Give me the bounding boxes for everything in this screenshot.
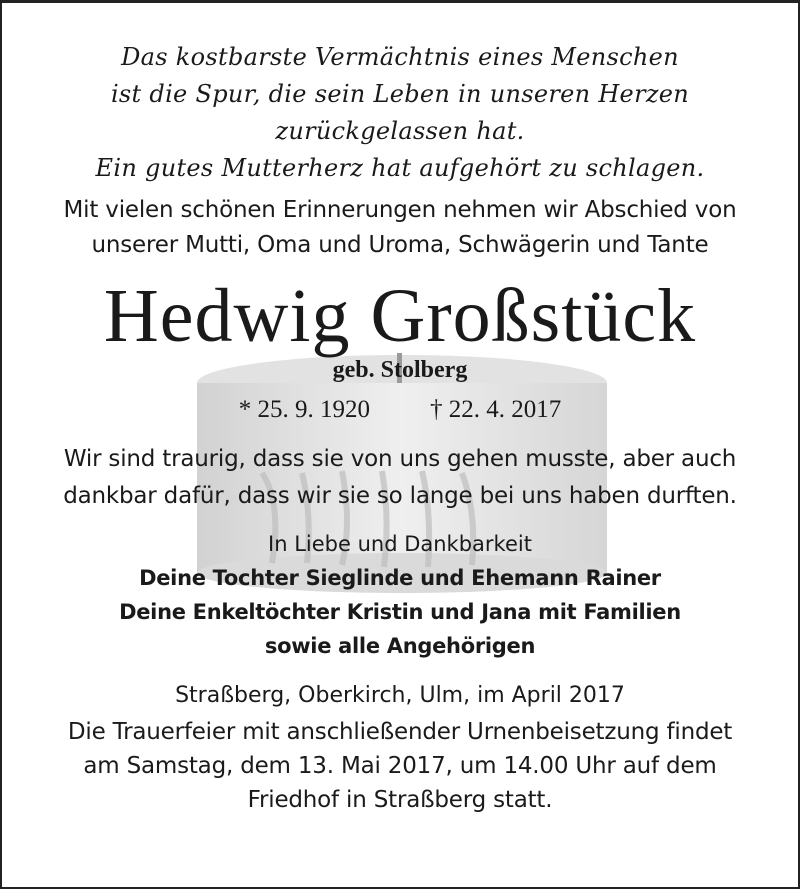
birth-date: * 25. 9. 1920 (238, 396, 370, 423)
quote-line: Ein gutes Mutterherz hat aufgehört zu schlagen. (95, 154, 705, 182)
mourning-message (2, 441, 798, 515)
message-line: dankbar dafür, dass wir sie so lange bei uns haben durften. (63, 483, 737, 509)
notice-content (2, 3, 798, 817)
maiden-name: geb. Stolberg (332, 357, 468, 383)
life-dates (2, 393, 798, 427)
signers-list (2, 561, 798, 663)
funeral-service-info (2, 715, 798, 817)
memorial-quote (2, 3, 798, 187)
signer-line: Deine Tochter Sieglinde und Ehemann Rainer (139, 566, 661, 590)
farewell-intro (2, 193, 798, 263)
quote-line: Das kostbarste Vermächtnis eines Menschen (121, 43, 679, 71)
closing-greeting: In Liebe und Dankbarkeit (268, 532, 532, 556)
signer-line: sowie alle Angehörigen (264, 634, 536, 658)
signer-line: Deine Enkeltöchter Kristin und Jana mit Familien (119, 600, 681, 624)
deceased-name: Hedwig Großstück (103, 274, 697, 358)
quote-line: zurückgelassen hat. (275, 117, 525, 145)
service-line: Friedhof in Straßberg statt. (247, 787, 553, 813)
intro-line: Mit vielen schönen Erinnerungen nehmen wir Abschied von (63, 197, 737, 223)
service-line: am Samstag, dem 13. Mai 2017, um 14.00 Uhr auf dem (83, 753, 717, 779)
message-line: Wir sind traurig, dass sie von uns gehen musste, aber auch (63, 446, 737, 472)
intro-line: unserer Mutti, Oma und Uroma, Schwägerin und Tante (91, 232, 709, 258)
death-date: † 22. 4. 2017 (430, 396, 562, 423)
service-line: Die Trauerfeier mit anschließender Urnenbeisetzung findet (67, 719, 733, 745)
quote-line: ist die Spur, die sein Leben in unseren Herzen (110, 80, 690, 108)
place-and-date: Straßberg, Oberkirch, Ulm, im April 2017 (175, 683, 625, 708)
